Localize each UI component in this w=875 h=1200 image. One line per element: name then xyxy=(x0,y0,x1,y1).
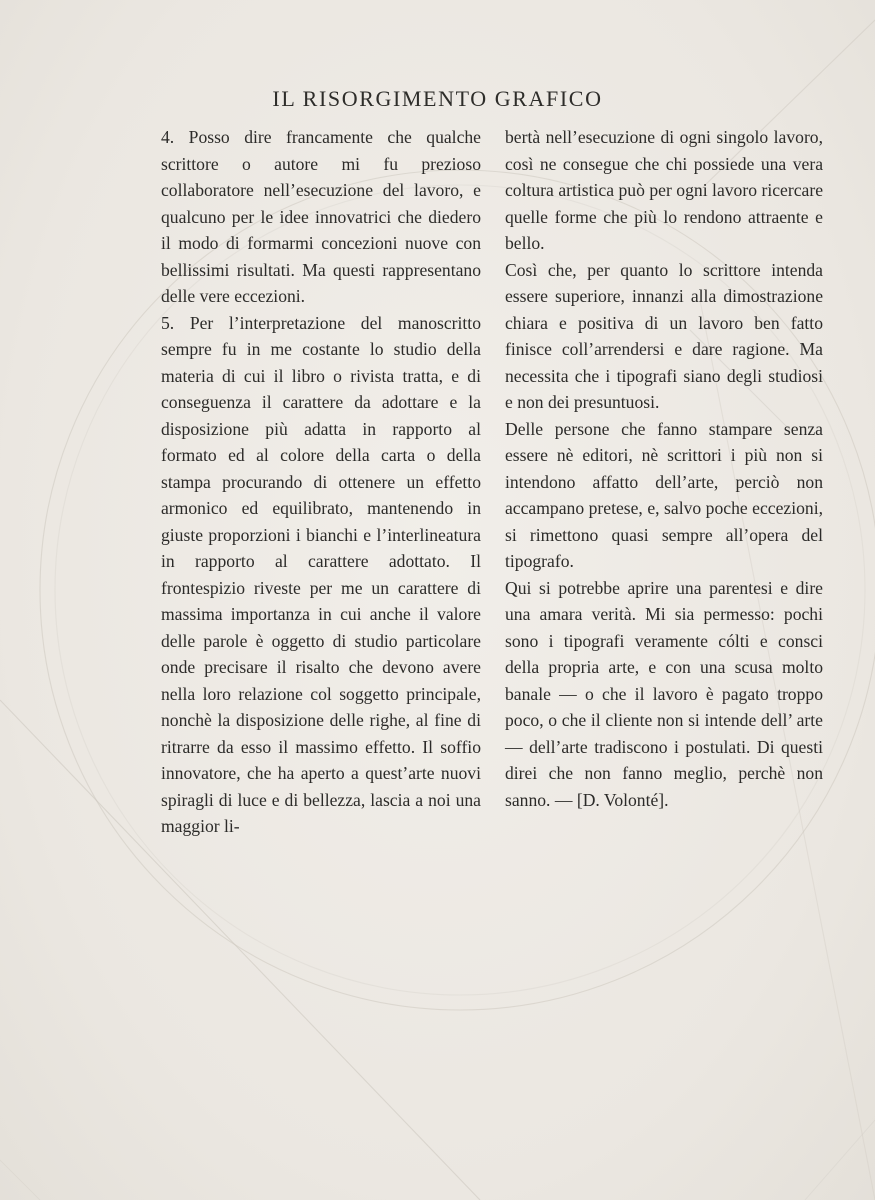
left-column xyxy=(161,124,481,840)
paragraph-persone: Delle persone che fanno stampare senza essere nè editori, nè scrittori i più non si intendono affatto dell’arte, perciò non accampano pretese, e, salvo poche eccezioni, si rimettono quasi sempre all’opera del tipografo. xyxy=(505,418,823,571)
paragraph-4: 4. Posso dire francamente che qualche scrittore o autore mi fu prezioso collaboratore nell’esecuzione del lavoro, e qualcuno per le idee innovatrici che diedero il modo di formarmi concezioni nuove con bellissimi risultati. Ma questi rappresentano delle vere eccezioni. xyxy=(161,127,481,306)
paragraph-scrittore: Così che, per quanto lo scrittore intenda essere superiore, innanzi alla dimostrazione chiara e positiva di un lavoro ben fatto finisce coll’arrendersi e dare ragione. Ma necessita che i tipografi siano degli studiosi e non dei presuntuosi. xyxy=(505,259,823,412)
paragraph-continuation: bertà nell’esecuzione di ogni singolo lavoro, così ne consegue che chi possiede una vera coltura artistica può per ogni lavoro ricercare quelle forme che più lo rendono attraente e bello. xyxy=(505,127,823,253)
paragraph-5: 5. Per l’interpretazione del manoscritto sempre fu in me costante lo studio della materia di cui il libro o rivista tratta, e di conseguenza il carattere da adottare e la disposizione più adatta in rapporto al formato ed al colore della carta o della stampa procurando di ottenere un effetto armonico ed equilibrato, mantenendo in giuste proporzioni i bianchi e l’interlineatura in rapporto al carattere adottato. Il frontespizio riveste per me un carattere di massima importanza in cui anche il valore delle parole è oggetto di studio particolare onde precisare il risalto che devono avere nella loro relazione col soggetto principale, nonchè la disposizione delle righe, al fine di ritrarre da esso il massimo effetto. Il soffio innovatore, che ha aperto a quest’arte nuovi spiragli di luce e di bellezza, lascia a noi una maggior li- xyxy=(161,312,481,836)
right-column xyxy=(505,124,823,813)
running-head: IL RISORGIMENTO GRAFICO xyxy=(272,86,603,111)
paragraph-parentesi: Qui si potrebbe aprire una parentesi e dire una amara verità. Mi sia permesso: pochi sono i tipografi veramente cólti e consci della propria arte, e con una scusa molto banale — o che il lavoro è pagato troppo poco, o che il cliente non si intende dell’ arte — dell’arte tradiscono i postulati. Di questi direi che non fanno meglio, perchè non sanno. — [D. Volonté]. xyxy=(505,577,823,810)
